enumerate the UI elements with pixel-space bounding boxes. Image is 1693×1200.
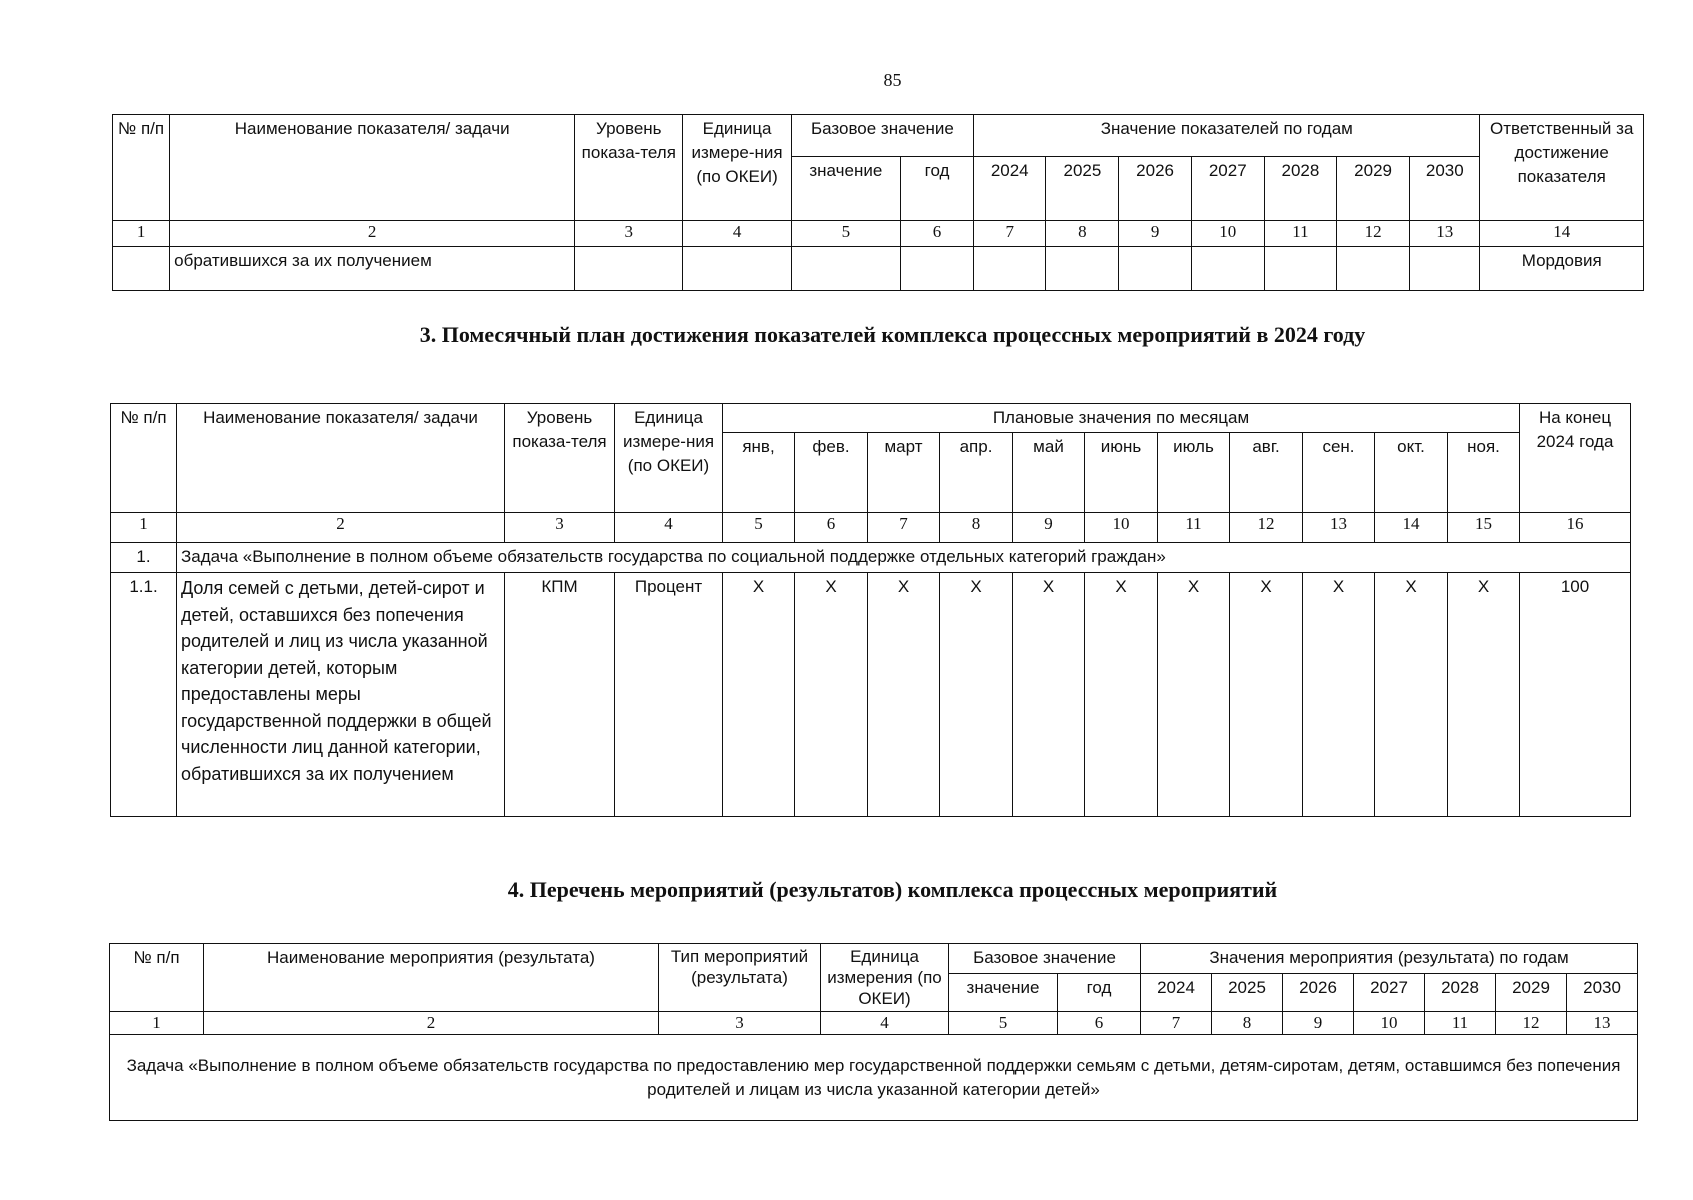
col-number: 6 xyxy=(795,513,868,543)
indicator-num: 1.1. xyxy=(111,573,177,817)
col-number: 5 xyxy=(791,221,900,247)
col-number: 8 xyxy=(1212,1012,1283,1035)
month-value: X xyxy=(795,573,868,817)
header-type: Тип мероприятий (результата) xyxy=(659,944,821,1012)
col-number: 7 xyxy=(868,513,940,543)
col-number: 4 xyxy=(615,513,723,543)
col-number: 14 xyxy=(1480,221,1644,247)
end-value: 100 xyxy=(1520,573,1631,817)
header-num: № п/п xyxy=(113,115,170,221)
header-unit: Единица измере-ния (по ОКЕИ) xyxy=(683,115,791,221)
monthly-plan-table xyxy=(110,403,1631,817)
month-value: X xyxy=(1448,573,1520,817)
col-number: 7 xyxy=(1141,1012,1212,1035)
col-number: 11 xyxy=(1264,221,1336,247)
empty-cell xyxy=(1119,247,1191,291)
header-month: авг. xyxy=(1230,433,1303,513)
task-num: 1. xyxy=(111,543,177,573)
section-4-title: 4. Перечень мероприятий (результатов) комплекса процессных мероприятий xyxy=(507,877,1278,902)
col-number: 7 xyxy=(974,221,1046,247)
header-year: 2028 xyxy=(1264,157,1336,221)
col-number: 13 xyxy=(1303,513,1375,543)
empty-cell xyxy=(791,247,900,291)
empty-cell xyxy=(900,247,973,291)
header-year: 2027 xyxy=(1354,974,1425,1012)
empty-cell xyxy=(1191,247,1264,291)
month-value: X xyxy=(868,573,940,817)
header-base: Базовое значение xyxy=(949,944,1141,974)
empty-cell xyxy=(1264,247,1336,291)
col-number: 5 xyxy=(723,513,795,543)
col-number: 8 xyxy=(940,513,1013,543)
month-value: X xyxy=(940,573,1013,817)
col-number: 16 xyxy=(1520,513,1631,543)
header-base: Базовое значение xyxy=(791,115,973,157)
col-number: 9 xyxy=(1119,221,1191,247)
col-number: 2 xyxy=(177,513,505,543)
header-month: сен. xyxy=(1303,433,1375,513)
month-value: X xyxy=(1013,573,1085,817)
indicators-table xyxy=(112,114,1644,291)
col-number: 12 xyxy=(1496,1012,1567,1035)
header-base-value: значение xyxy=(949,974,1058,1012)
row-name-cell: обратившихся за их получением xyxy=(170,247,575,291)
col-number: 5 xyxy=(949,1012,1058,1035)
header-month: окт. xyxy=(1375,433,1448,513)
col-number: 10 xyxy=(1191,221,1264,247)
month-value: X xyxy=(1158,573,1230,817)
header-month: ноя. xyxy=(1448,433,1520,513)
col-number: 9 xyxy=(1013,513,1085,543)
empty-cell xyxy=(1337,247,1410,291)
header-year: 2024 xyxy=(1141,974,1212,1012)
col-number: 6 xyxy=(1058,1012,1141,1035)
task-text: Задача «Выполнение в полном объеме обязательств государства по социальной поддержке отдельных категорий граждан» xyxy=(177,543,1631,573)
col-number: 14 xyxy=(1375,513,1448,543)
header-base-year: год xyxy=(1058,974,1141,1012)
col-number: 6 xyxy=(900,221,973,247)
col-number: 3 xyxy=(505,513,615,543)
header-year: 2030 xyxy=(1567,974,1638,1012)
row-num-cell xyxy=(113,247,170,291)
header-month: июль xyxy=(1158,433,1230,513)
header-month: май xyxy=(1013,433,1085,513)
empty-cell xyxy=(683,247,791,291)
header-month: апр. xyxy=(940,433,1013,513)
month-value: X xyxy=(1230,573,1303,817)
col-number: 1 xyxy=(113,221,170,247)
header-base-value: значение xyxy=(791,157,900,221)
month-value: X xyxy=(1303,573,1375,817)
col-number: 1 xyxy=(110,1012,204,1035)
month-value: X xyxy=(1085,573,1158,817)
header-unit: Единица измере-ния (по ОКЕИ) xyxy=(615,404,723,513)
empty-cell xyxy=(974,247,1046,291)
col-number: 8 xyxy=(1046,221,1119,247)
header-name: Наименование показателя/ задачи xyxy=(170,115,575,221)
col-number: 4 xyxy=(683,221,791,247)
col-number: 12 xyxy=(1337,221,1410,247)
col-number: 10 xyxy=(1354,1012,1425,1035)
header-name: Наименование мероприятия (результата) xyxy=(204,944,659,1012)
header-by-years: Значения мероприятия (результата) по годам xyxy=(1141,944,1638,974)
header-name: Наименование показателя/ задачи xyxy=(177,404,505,513)
col-number: 12 xyxy=(1230,513,1303,543)
page-number: 85 xyxy=(883,70,902,90)
col-number: 9 xyxy=(1283,1012,1354,1035)
col-number: 11 xyxy=(1158,513,1230,543)
header-level: Уровень показа-теля xyxy=(505,404,615,513)
header-month: фев. xyxy=(795,433,868,513)
indicator-level: КПМ xyxy=(505,573,615,817)
indicator-name: Доля семей с детьми, детей-сирот и детей, оставшихся без попечения родителей и лиц из числа указанной категории детей, которым предоставлены меры государственной поддержки в общей численности лиц данной категории, обратившихся за их получением xyxy=(177,573,505,817)
header-year: 2025 xyxy=(1046,157,1119,221)
header-end: На конец 2024 года xyxy=(1520,404,1631,513)
activities-table xyxy=(109,943,1638,1121)
col-number: 1 xyxy=(111,513,177,543)
col-number: 10 xyxy=(1085,513,1158,543)
header-month: янв, xyxy=(723,433,795,513)
header-year: 2024 xyxy=(974,157,1046,221)
header-base-year: год xyxy=(900,157,973,221)
header-responsible: Ответственный за достижение показателя xyxy=(1480,115,1644,221)
col-number: 13 xyxy=(1567,1012,1638,1035)
col-number: 4 xyxy=(821,1012,949,1035)
section-3-title: 3. Помесячный план достижения показателей комплекса процессных мероприятий в 2024 году xyxy=(419,322,1366,347)
header-num: № п/п xyxy=(110,944,204,1012)
header-year: 2025 xyxy=(1212,974,1283,1012)
header-unit: Единица измерения (по ОКЕИ) xyxy=(821,944,949,1012)
header-num: № п/п xyxy=(111,404,177,513)
header-year: 2030 xyxy=(1410,157,1480,221)
header-year: 2029 xyxy=(1337,157,1410,221)
indicator-unit: Процент xyxy=(615,573,723,817)
col-number: 3 xyxy=(575,221,683,247)
header-months-title: Плановые значения по месяцам xyxy=(723,404,1520,433)
empty-cell xyxy=(575,247,683,291)
empty-cell xyxy=(1046,247,1119,291)
header-month: июнь xyxy=(1085,433,1158,513)
col-number: 2 xyxy=(204,1012,659,1035)
header-year: 2026 xyxy=(1283,974,1354,1012)
month-value: X xyxy=(1375,573,1448,817)
col-number: 3 xyxy=(659,1012,821,1035)
col-number: 11 xyxy=(1425,1012,1496,1035)
col-number: 13 xyxy=(1410,221,1480,247)
task-text: Задача «Выполнение в полном объеме обязательств государства по предоставлению мер государственной поддержки семьям с детьми, детям-сиротам, детям, оставшимся без попечения родителей и лицам из числа указанной категории детей» xyxy=(110,1035,1638,1121)
header-year: 2026 xyxy=(1119,157,1191,221)
row-responsible-cell: Мордовия xyxy=(1480,247,1644,291)
header-month: март xyxy=(868,433,940,513)
header-level: Уровень показа-теля xyxy=(575,115,683,221)
header-year: 2027 xyxy=(1191,157,1264,221)
month-value: X xyxy=(723,573,795,817)
empty-cell xyxy=(1410,247,1480,291)
col-number: 2 xyxy=(170,221,575,247)
header-by-years: Значение показателей по годам xyxy=(974,115,1480,157)
header-year: 2029 xyxy=(1496,974,1567,1012)
header-year: 2028 xyxy=(1425,974,1496,1012)
col-number: 15 xyxy=(1448,513,1520,543)
